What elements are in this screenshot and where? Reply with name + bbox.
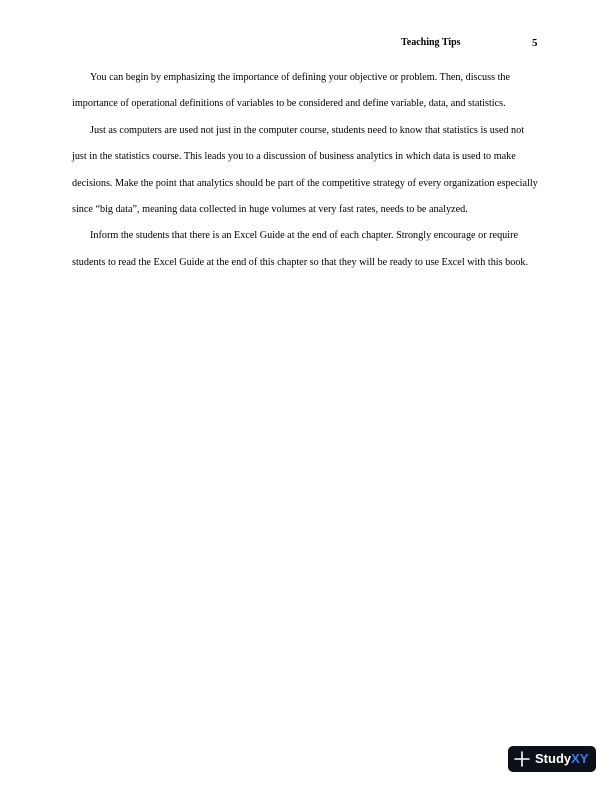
- studyxy-logo-text: [535, 751, 588, 767]
- studyxy-watermark-badge[interactable]: [508, 746, 596, 772]
- brand-name-primary: Study: [535, 751, 572, 766]
- paragraph-excel-guide: Inform the students that there is an Excel Guide at the end of each chapter. Strongly encourage or require students to read the Excel Guide at the end of this chapter so that they will be ready to use Excel with this book.: [72, 230, 529, 268]
- running-header-title: Teaching Tips: [401, 37, 461, 48]
- page-number: 5: [532, 37, 538, 49]
- brand-name-secondary: XY: [571, 751, 589, 766]
- document-body: [72, 65, 540, 276]
- paragraph-objective: You can begin by emphasizing the importance of defining your objective or problem. Then, discuss the importance of operational definitions of variables to be considered and define variable, data, and statistics.: [72, 72, 511, 110]
- plus-sparkle-icon: [514, 751, 530, 767]
- paragraph-business-analytics: Just as computers are used not just in the computer course, students need to know that statistics is used not just in the statistics course. This leads you to a discussion of business analytics in which data is used to make decisions. Make the point that analytics should be part of the competitive strategy of every organization especially since “big data”, meaning data collected in huge volumes at very fast rates, needs to be analyzed.: [72, 124, 538, 216]
